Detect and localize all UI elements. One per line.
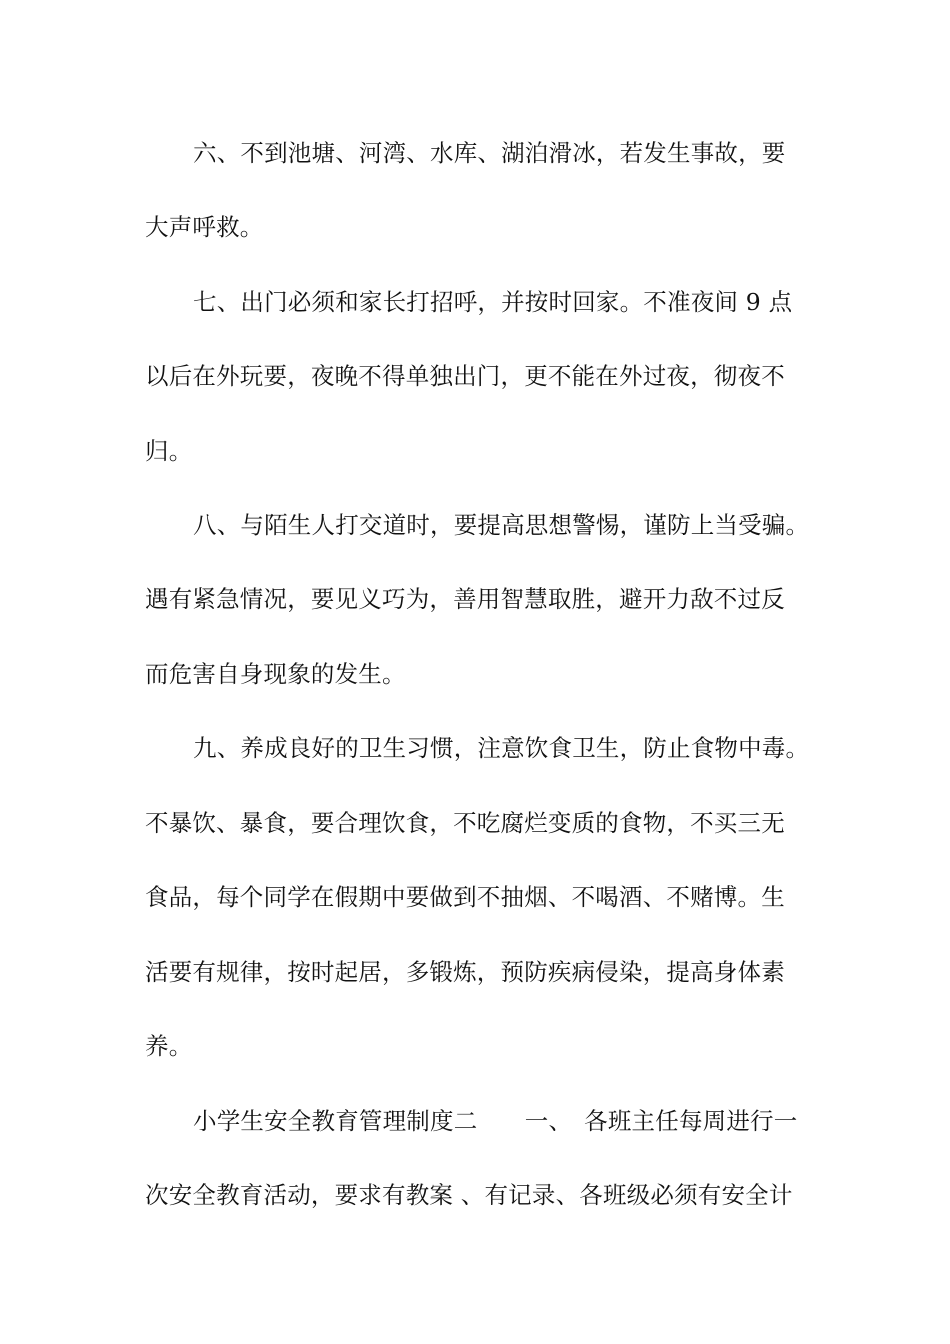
paragraph-line: 而危害自身现象的发生。 [145,660,406,688]
paragraph-line: 六、不到池塘、河湾、水库、湖泊滑冰，若发生事故，要 [193,139,786,167]
paragraph-line: 食品，每个同学在假期中要做到不抽烟、不喝酒、不赌博。生 [145,883,785,911]
paragraph-line: 归。 [145,437,193,465]
paragraph-line: 不暴饮、暴食，要合理饮食，不吃腐烂变质的食物，不买三无 [145,809,785,837]
paragraph-line: 七、出门必须和家长打招呼，并按时回家。不准夜间 9 点 [193,288,793,316]
paragraph-line: 活要有规律，按时起居，多锻炼，预防疾病侵染，提高身体素 [145,958,785,986]
paragraph-line: 养。 [145,1032,193,1060]
paragraph-line: 次安全教育活动，要求有教案 、有记录、各班级必须有安全计 [145,1181,793,1209]
paragraph-line: 九、养成良好的卫生习惯，注意饮食卫生，防止食物中毒。 [193,734,810,762]
paragraph-line: 八、与陌生人打交道时，要提高思想警惕，谨防上当受骗。 [193,511,810,539]
paragraph-line: 遇有紧急情况，要见义巧为，善用智慧取胜，避开力敌不过反 [145,585,785,613]
paragraph-line: 以后在外玩要，夜晚不得单独出门，更不能在外过夜，彻夜不 [145,362,785,390]
paragraph-line: 小学生安全教育管理制度二 一、 各班主任每周进行一 [193,1107,798,1135]
paragraph-line: 大声呼救。 [145,213,264,241]
